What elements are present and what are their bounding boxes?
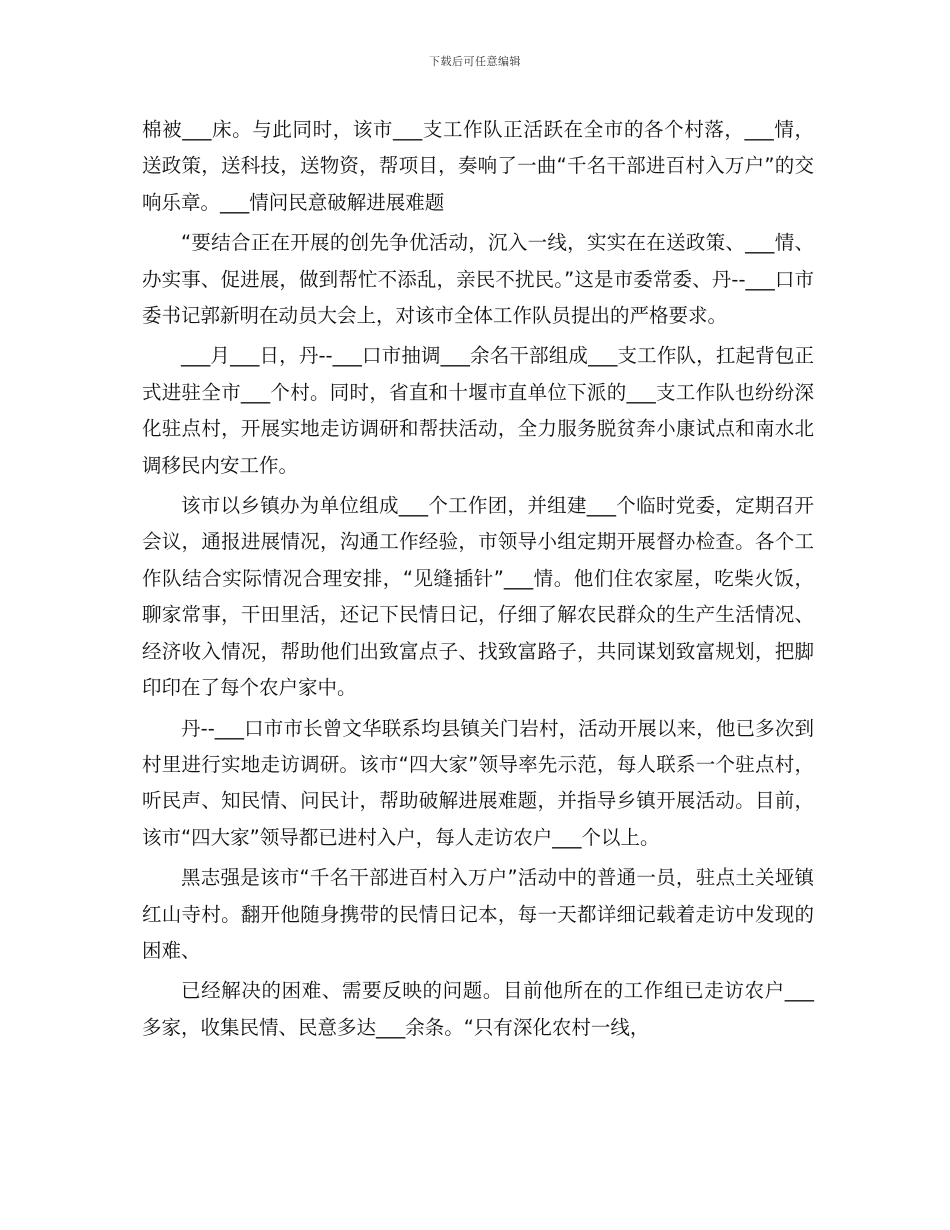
paragraph: “要结合正在开展的创先争优活动，沉入一线，实实在在送政策、___情、办实事、促进展，做到帮忙不添乱，亲民不扰民。”这是市委常委、丹--___口市委书记郭新明在动员大会上，对该市全体工作队员提出的严格要求。 [142, 231, 814, 328]
paragraph: 该市以乡镇办为单位组成___个工作团，并组建___个临时党委，定期召开会议，通报进展情况，沟通工作经验，市领导小组定期开展督办检查。各个工作队结合实际情况合理安排，“见缝插针”___情。他们住农家屋，吃柴火饭，聊家常事，干田里活，还记下民情日记，仔细了解农民群众的生产生活情况、经济收入情况，帮助他们出致富点子、找致富路子，共同谋划致富规划，把脚印印在了每个农户家中。 [142, 494, 814, 700]
document-body [142, 112, 814, 1050]
paragraph: 已经解决的困难、需要反映的问题。目前他所在的工作组已走访农户___多家，收集民情、民意多达___余条。“只有深化农村一线， [142, 979, 814, 1039]
paragraph: 丹--___口市市长曾文华联系均县镇关门岩村，活动开展以来，他已多次到村里进行实地走访调研。该市“四大家”领导率先示范，每人联系一个驻点村，听民声、知民情、问民计，帮助破解进展难题，并指导乡镇开展活动。目前，该市“四大家”领导都已进村入户，每人走访农户___个以上。 [142, 716, 814, 849]
page-header: 下载后可任意编辑 [429, 55, 521, 68]
paragraph: 黑志强是该市“千名干部进百村入万户”活动中的普通一员，驻点土关垭镇红山寺村。翻开他随身携带的民情日记本，每一天都详细记载着走访中发现的困难、 [142, 866, 814, 962]
paragraph: ___月___日，丹--___口市抽调___余名干部组成___支工作队，扛起背包正式进驻全市___个村。同时，省直和十堰市直单位下派的___支工作队也纷纷深化驻点村，开展实地走访调研和帮扶活动，全力服务脱贫奔小康试点和南水北调移民内安工作。 [142, 344, 814, 477]
paragraph: 棉被___床。与此同时，该市___支工作队正活跃在全市的各个村落，___情，送政策，送科技，送物资，帮项目，奏响了一曲“千名干部进百村入万户”的交响乐章。___情问民意破解进展难题 [142, 118, 814, 214]
